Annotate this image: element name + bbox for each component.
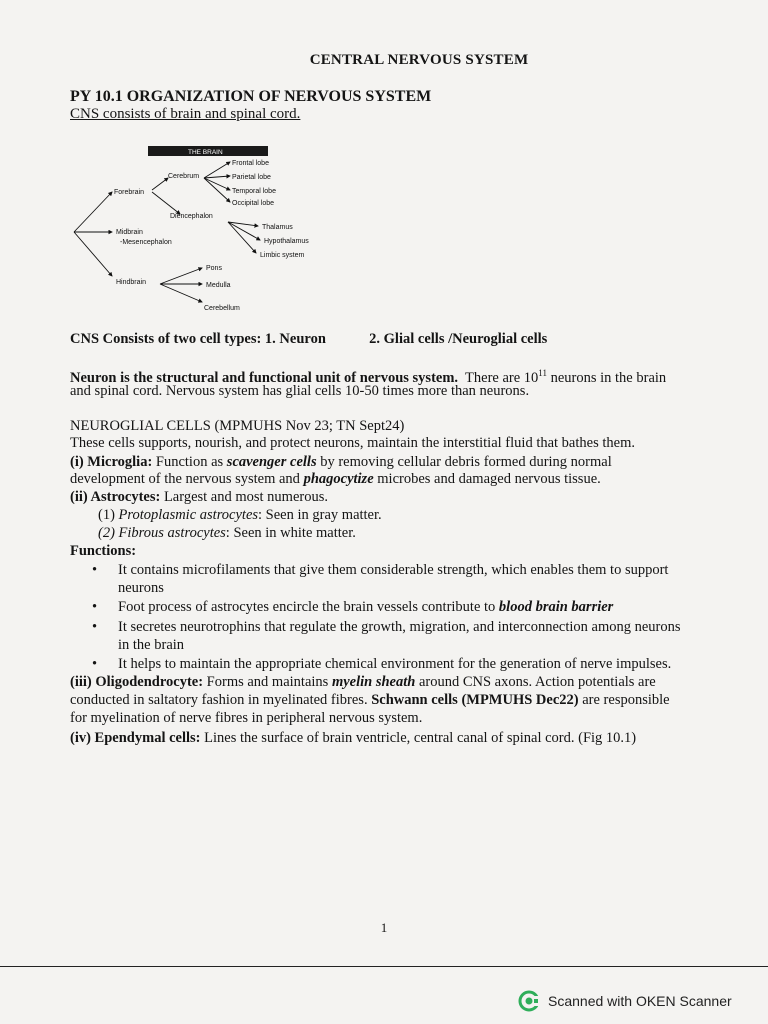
section-subheading: CNS consists of brain and spinal cord. — [70, 106, 301, 122]
function-2: Foot process of astrocytes encircle the brain vessels contribute to blood brain barrier — [118, 599, 614, 615]
scanner-footer-text: Scanned with OKEN Scanner — [548, 993, 732, 1009]
function-1-line-2: neurons — [118, 580, 164, 596]
function-1-line-1: It contains microfilaments that give them considerable strength, which enables them to support — [118, 562, 669, 578]
ependymal-line: (iv) Ependymal cells: Lines the surface of brain ventricle, central canal of spinal cord. (Fig 10.1) — [70, 730, 637, 746]
functions-label: Functions: — [70, 543, 137, 559]
bullet-4: • — [92, 656, 98, 672]
scanner-logo-icon — [518, 990, 540, 1012]
label-thalamus: Thalamus — [262, 224, 293, 231]
label-hypothalamus: Hypothalamus — [264, 238, 309, 245]
label-medulla: Medulla — [206, 282, 231, 289]
label-mesencephalon: -Mesencephalon — [120, 239, 172, 246]
diagram-banner-label: THE BRAIN — [188, 149, 223, 156]
label-hindbrain: Hindbrain — [116, 279, 146, 286]
label-occipital-lobe: Occipital lobe — [232, 200, 275, 207]
label-frontal-lobe: Frontal lobe — [232, 160, 269, 167]
astrocytes-line: (ii) Astrocytes: Largest and most numerous. — [70, 489, 328, 505]
protoplasmic-line: (1) Protoplasmic astrocytes: Seen in gray matter. — [98, 507, 382, 523]
brain-organization-diagram — [60, 140, 360, 320]
function-3-line-2: in the brain — [118, 637, 185, 653]
label-forebrain: Forebrain — [114, 189, 144, 196]
oligodendrocyte-line-2: conducted in saltatory fashion in myelinated fibres. Schwann cells (MPMUHS Dec22) are responsible — [70, 692, 670, 708]
function-4: It helps to maintain the appropriate chemical environment for the generation of nerve impulses. — [118, 656, 672, 672]
oligodendrocyte-line-1: (iii) Oligodendrocyte: Forms and maintains myelin sheath around CNS axons. Action potentials are — [70, 674, 656, 690]
label-diencephalon: Diencephalon — [170, 213, 213, 220]
label-pons: Pons — [206, 265, 222, 272]
neuroglia-intro: These cells supports, nourish, and protect neurons, maintain the interstitial fluid that bathes them. — [70, 435, 635, 451]
bullet-3: • — [92, 619, 98, 635]
bullet-1: • — [92, 562, 98, 578]
neuron-line-2: and spinal cord. Nervous system has glial cells 10-50 times more than neurons. — [70, 383, 530, 399]
microglia-line-1: (i) Microglia: Function as scavenger cells by removing cellular debris formed during normal — [70, 454, 612, 470]
label-temporal-lobe: Temporal lobe — [232, 188, 276, 195]
function-3-line-1: It secretes neurotrophins that regulate the growth, migration, and interconnection among neurons — [118, 619, 681, 635]
oligodendrocyte-line-3: for myelination of nerve fibres in peripheral nervous system. — [70, 710, 423, 726]
bullet-2: • — [92, 599, 98, 615]
label-cerebrum: Cerebrum — [168, 173, 200, 180]
page-number: 1 — [380, 920, 388, 935]
label-midbrain: Midbrain — [116, 229, 143, 236]
neuron-line-1: Neuron is the structural and functional unit of nervous system. There are $10^{11}$ neurons in the brain — [70, 368, 667, 386]
label-limbic-system: Limbic system — [260, 252, 305, 259]
neuroglia-heading: NEUROGLIAL CELLS (MPMUHS Nov 23; TN Sept24) — [70, 418, 405, 434]
microglia-line-2: development of the nervous system and phagocytize microbes and damaged nervous tissue. — [70, 471, 601, 487]
footer-divider — [0, 966, 768, 967]
page-title: CENTRAL NERVOUS SYSTEM — [309, 52, 529, 68]
fibrous-line: (2) Fibrous astrocytes: Seen in white matter. — [98, 525, 356, 541]
section-heading: PY 10.1 ORGANIZATION OF NERVOUS SYSTEM — [70, 88, 432, 105]
label-cerebellum: Cerebellum — [204, 305, 240, 312]
scanner-footer — [518, 990, 732, 1012]
cell-types-line: CNS Consists of two cell types: 1. Neuron 2. Glial cells /Neuroglial cells — [70, 331, 548, 347]
label-parietal-lobe: Parietal lobe — [232, 174, 271, 181]
